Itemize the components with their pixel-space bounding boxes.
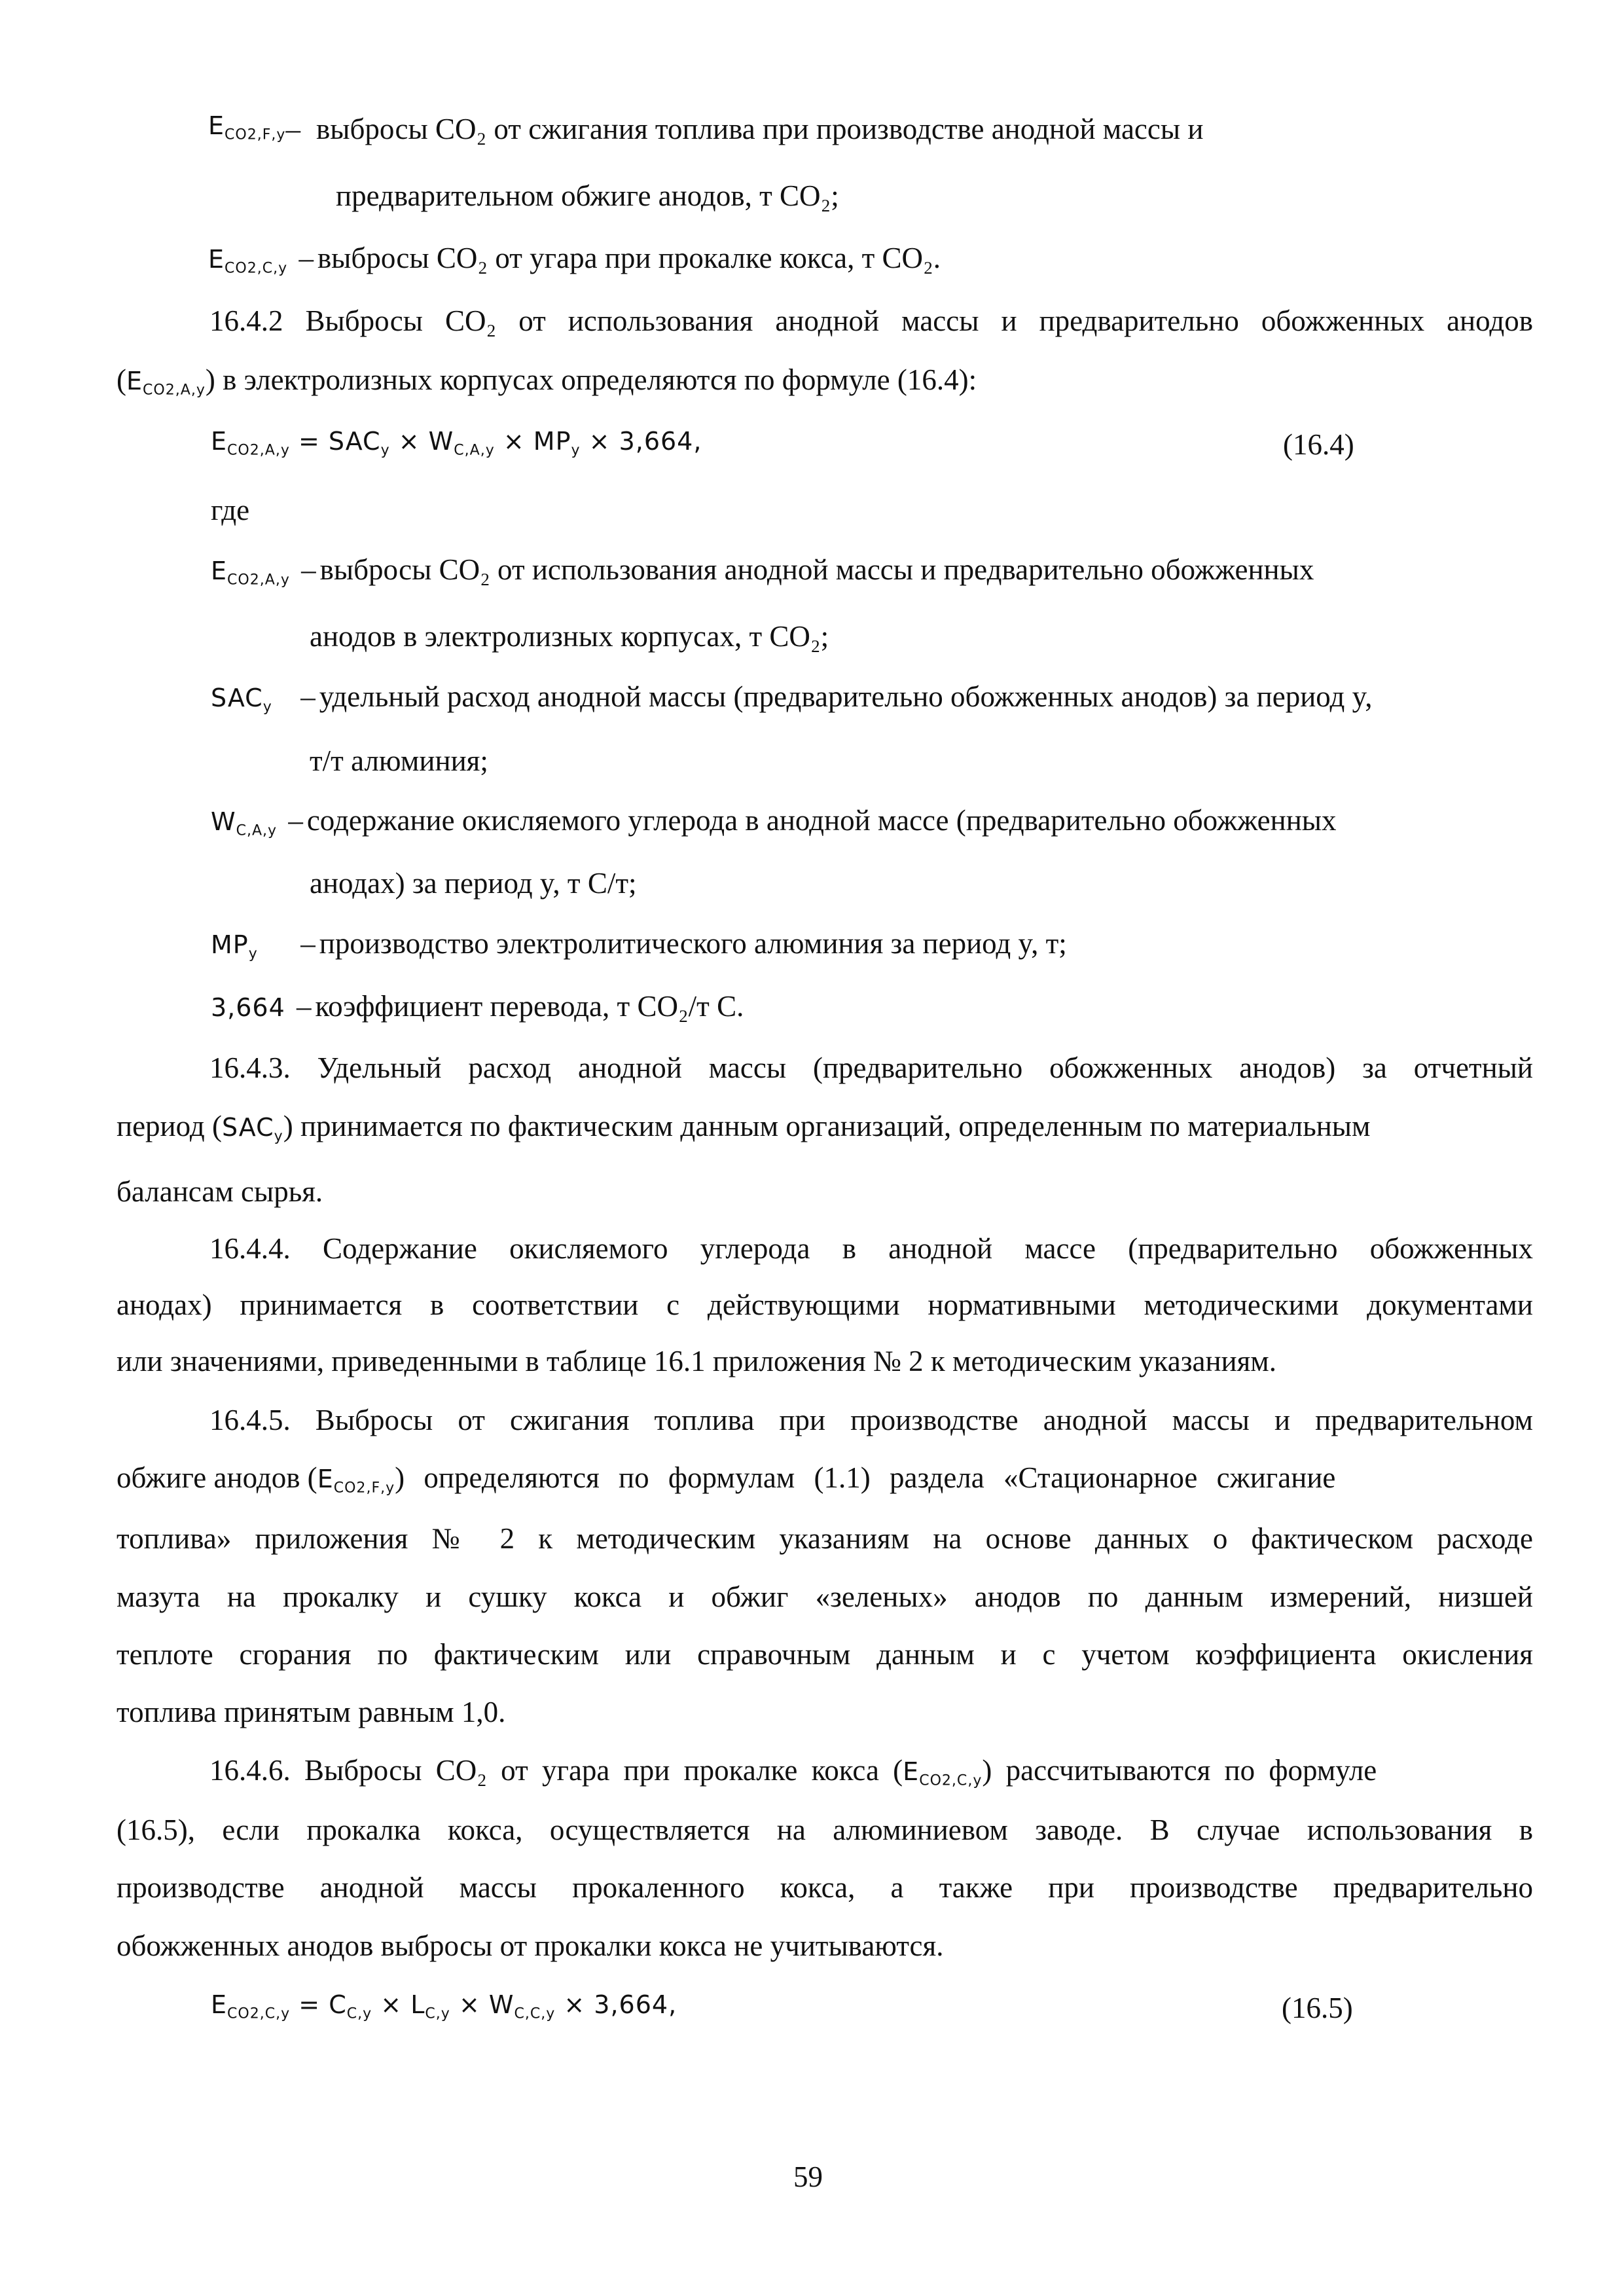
formula-16-5: $E_{CO2,C,y} = C_{C,y} \times L_{C,y} \times W_{C,C,y} \times 3,664$,: [211, 1990, 677, 2022]
paragraph-16-4-6-line3: производстве анодной массы прокаленного кокса, а также при производстве предварительно: [117, 1871, 1533, 1904]
paragraph-16-4-4-line2: анодах) принимается в соответствии с действующими нормативными методическими документами: [117, 1288, 1533, 1321]
def-eco2a: $E_{CO2,A,y}$ – выбросы CO₂ от использования анодной массы и предварительно обожженных: [211, 553, 1314, 589]
def-text: выбросы CO₂ от угара при прокалке кокса, т CO₂.: [317, 242, 941, 274]
def-symbol: $E_{CO2,A,y}$: [211, 556, 290, 589]
def-continuation: анодах) за период y, т C/т;: [310, 867, 637, 900]
page-number: 59: [793, 2160, 823, 2193]
def-continuation: анодов в электролизных корпусах, т CO₂;: [310, 620, 829, 653]
paragraph-16-4-5-line1: 16.4.5. Выбросы от сжигания топлива при производстве анодной массы и предварительном: [209, 1404, 1533, 1436]
paragraph-16-4-5-line4: мазута на прокалку и сушку кокса и обжиг «зеленых» анодов по данным измерений, низшей: [117, 1580, 1533, 1613]
paragraph-16-4-6-line4: обожженных анодов выбросы от прокалки кокса не учитываются.: [117, 1929, 944, 1962]
equation-number-16-5: (16.5): [1282, 1992, 1353, 2024]
paragraph-16-4-4-line1: 16.4.4. Содержание окисляемого углерода в анодной массе (предварительно обожженных: [209, 1232, 1533, 1265]
def-wca: $W_{C,A,y}$ – содержание окисляемого углерода в анодной массе (предварительно обожженных: [211, 804, 1337, 839]
def-symbol: $MP_y$: [211, 930, 258, 962]
where-label: где: [211, 494, 250, 526]
formula-16-4: $E_{CO2,A,y} = SAC_y \times W_{C,A,y} \times MP_y \times 3,664$,: [211, 427, 702, 459]
inline-symbol: $SAC_y$: [221, 1113, 283, 1145]
paragraph-16-4-3-line3: балансам сырья.: [117, 1175, 323, 1208]
def-continuation: т/т алюминия;: [310, 744, 488, 777]
paragraph-16-4-6-line1: 16.4.6. Выбросы CO₂ от угара при прокалке кокса $(E_{CO2,C,y})$ рассчитываются по формуле: [209, 1754, 1377, 1789]
paragraph-16-4-2-line1: 16.4.2 Выбросы CO₂ от использования анодной массы и предварительно обожженных анодов: [209, 304, 1533, 337]
paragraph-16-4-3-line2: период $(SAC_y)$ принимается по фактическим данным организаций, определенным по материальным: [117, 1110, 1371, 1145]
paragraph-16-4-5-line2: обжиге анодов $(E_{CO2,F,y})$ определяются по формулам (1.1) раздела «Стационарное сжигание: [117, 1461, 1336, 1497]
paragraph-16-4-3-line1: 16.4.3. Удельный расход анодной массы (предварительно обожженных анодов) за отчетный: [209, 1051, 1533, 1084]
paragraph-16-4-4-line3: или значениями, приведенными в таблице 16.1 приложения № 2 к методическим указаниям.: [117, 1345, 1277, 1377]
def-text: выбросы CO₂ от сжигания топлива при производстве анодной массы и: [316, 113, 1204, 145]
paragraph-16-4-5-line6: топлива принятым равным 1,0.: [117, 1696, 506, 1728]
def-symbol: $SAC_y$: [211, 683, 272, 716]
def-symbol: $E_{CO2,F,y}$: [208, 111, 286, 143]
def-coef: 3,664 – коэффициент перевода, т CO₂/т C.: [211, 990, 744, 1023]
def-dash: –: [285, 113, 300, 145]
def-line-ecoff: [208, 111, 1533, 147]
def-continuation: предварительном обжиге анодов, т CO₂;: [336, 179, 839, 212]
def-symbol: $E_{CO2,C,y}$: [208, 245, 288, 277]
inline-symbol: $E_{CO2,C,y}$: [903, 1757, 983, 1789]
paragraph-16-4-6-line2: (16.5), если прокалка кокса, осуществляется на алюминиевом заводе. В случае использования в: [117, 1813, 1533, 1846]
def-dash: –: [298, 242, 314, 274]
equation-number-16-4: (16.4): [1283, 428, 1354, 461]
def-mp: $MP_y$ – производство электролитического алюминия за период y, т;: [211, 927, 1067, 962]
def-symbol: 3,664: [211, 993, 285, 1022]
inline-symbol: $E_{CO2,F,y}$: [317, 1465, 395, 1497]
inline-symbol: $E_{CO2,A,y}$: [126, 367, 206, 399]
def-symbol: $W_{C,A,y}$: [211, 807, 278, 839]
paragraph-16-4-2-line2: $(E_{CO2,A,y})$ в электролизных корпусах определяются по формуле (16.4):: [117, 363, 977, 399]
paragraph-16-4-5-line3: топлива» приложения № 2 к методическим указаниям на основе данных о фактическом расходе: [117, 1522, 1533, 1555]
def-sac: $SAC_y$ – удельный расход анодной массы (предварительно обожженных анодов) за период y,: [211, 680, 1373, 716]
def-line-ecoc: [208, 240, 941, 276]
paragraph-16-4-5-line5: теплоте сгорания по фактическим или справочным данным и с учетом коэффициента окисления: [117, 1638, 1533, 1671]
